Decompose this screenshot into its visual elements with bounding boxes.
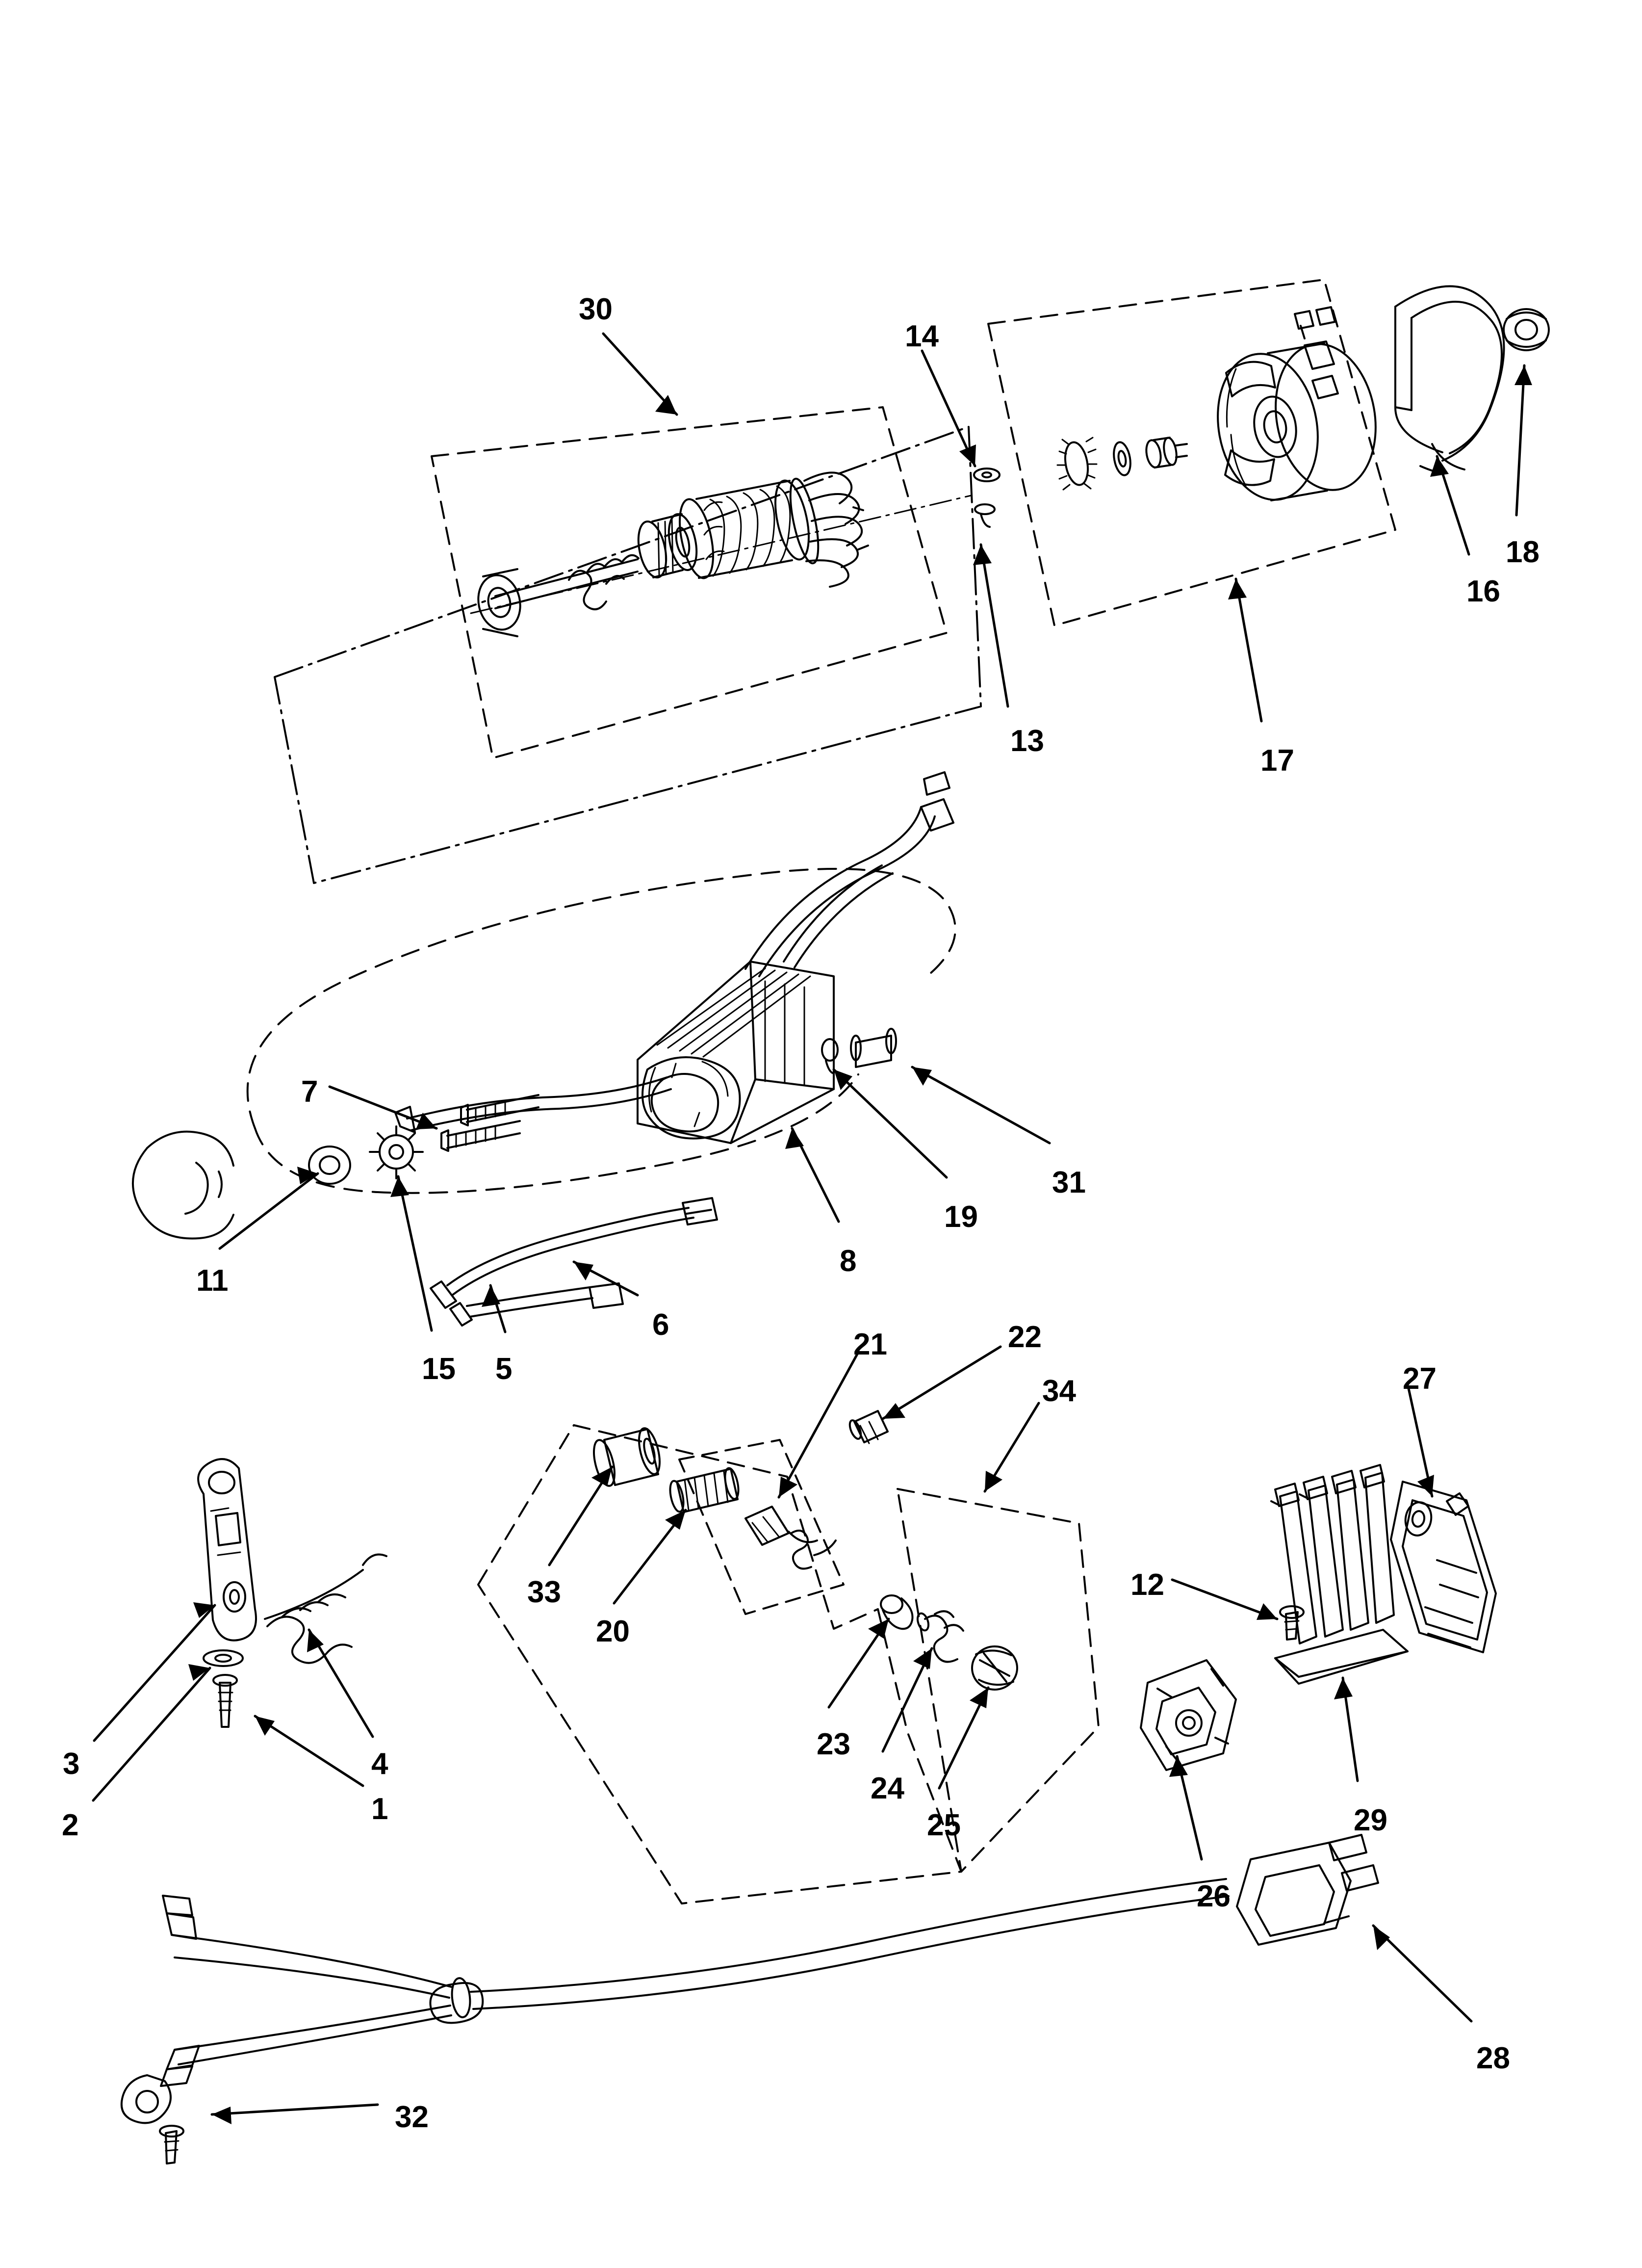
callout-11: 11 [196,1264,229,1298]
callout-13: 13 [1010,724,1044,758]
callout-27: 27 [1403,1362,1437,1396]
callout-34: 34 [1042,1374,1076,1408]
callout-21: 21 [853,1328,887,1361]
callout-15: 15 [422,1352,456,1386]
callout-31: 31 [1052,1166,1086,1199]
callout-23: 23 [817,1727,850,1761]
callout-4: 4 [371,1747,388,1781]
callout-20: 20 [596,1615,630,1648]
callout-7: 7 [301,1075,318,1109]
callout-22: 22 [1008,1320,1042,1354]
callout-29: 29 [1354,1803,1387,1837]
callout-32: 32 [395,2100,429,2134]
callout-28: 28 [1476,2041,1510,2075]
callout-24: 24 [871,1772,904,1805]
callout-1: 1 [371,1792,388,1826]
part-14-washer [974,469,1000,481]
callout-19: 19 [944,1200,978,1234]
callout-2: 2 [62,1808,79,1842]
callout-3: 3 [63,1747,80,1781]
callout-5: 5 [495,1352,513,1386]
callout-17: 17 [1260,744,1294,778]
callout-30: 30 [579,292,613,326]
callout-14: 14 [905,319,939,353]
callout-18: 18 [1506,535,1539,569]
callout-25: 25 [927,1808,961,1842]
callout-33: 33 [527,1575,561,1609]
callout-8: 8 [840,1244,857,1278]
callout-26: 26 [1197,1879,1231,1913]
callout-12: 12 [1130,1568,1164,1602]
callout-6: 6 [652,1308,669,1342]
callout-16: 16 [1466,574,1500,608]
